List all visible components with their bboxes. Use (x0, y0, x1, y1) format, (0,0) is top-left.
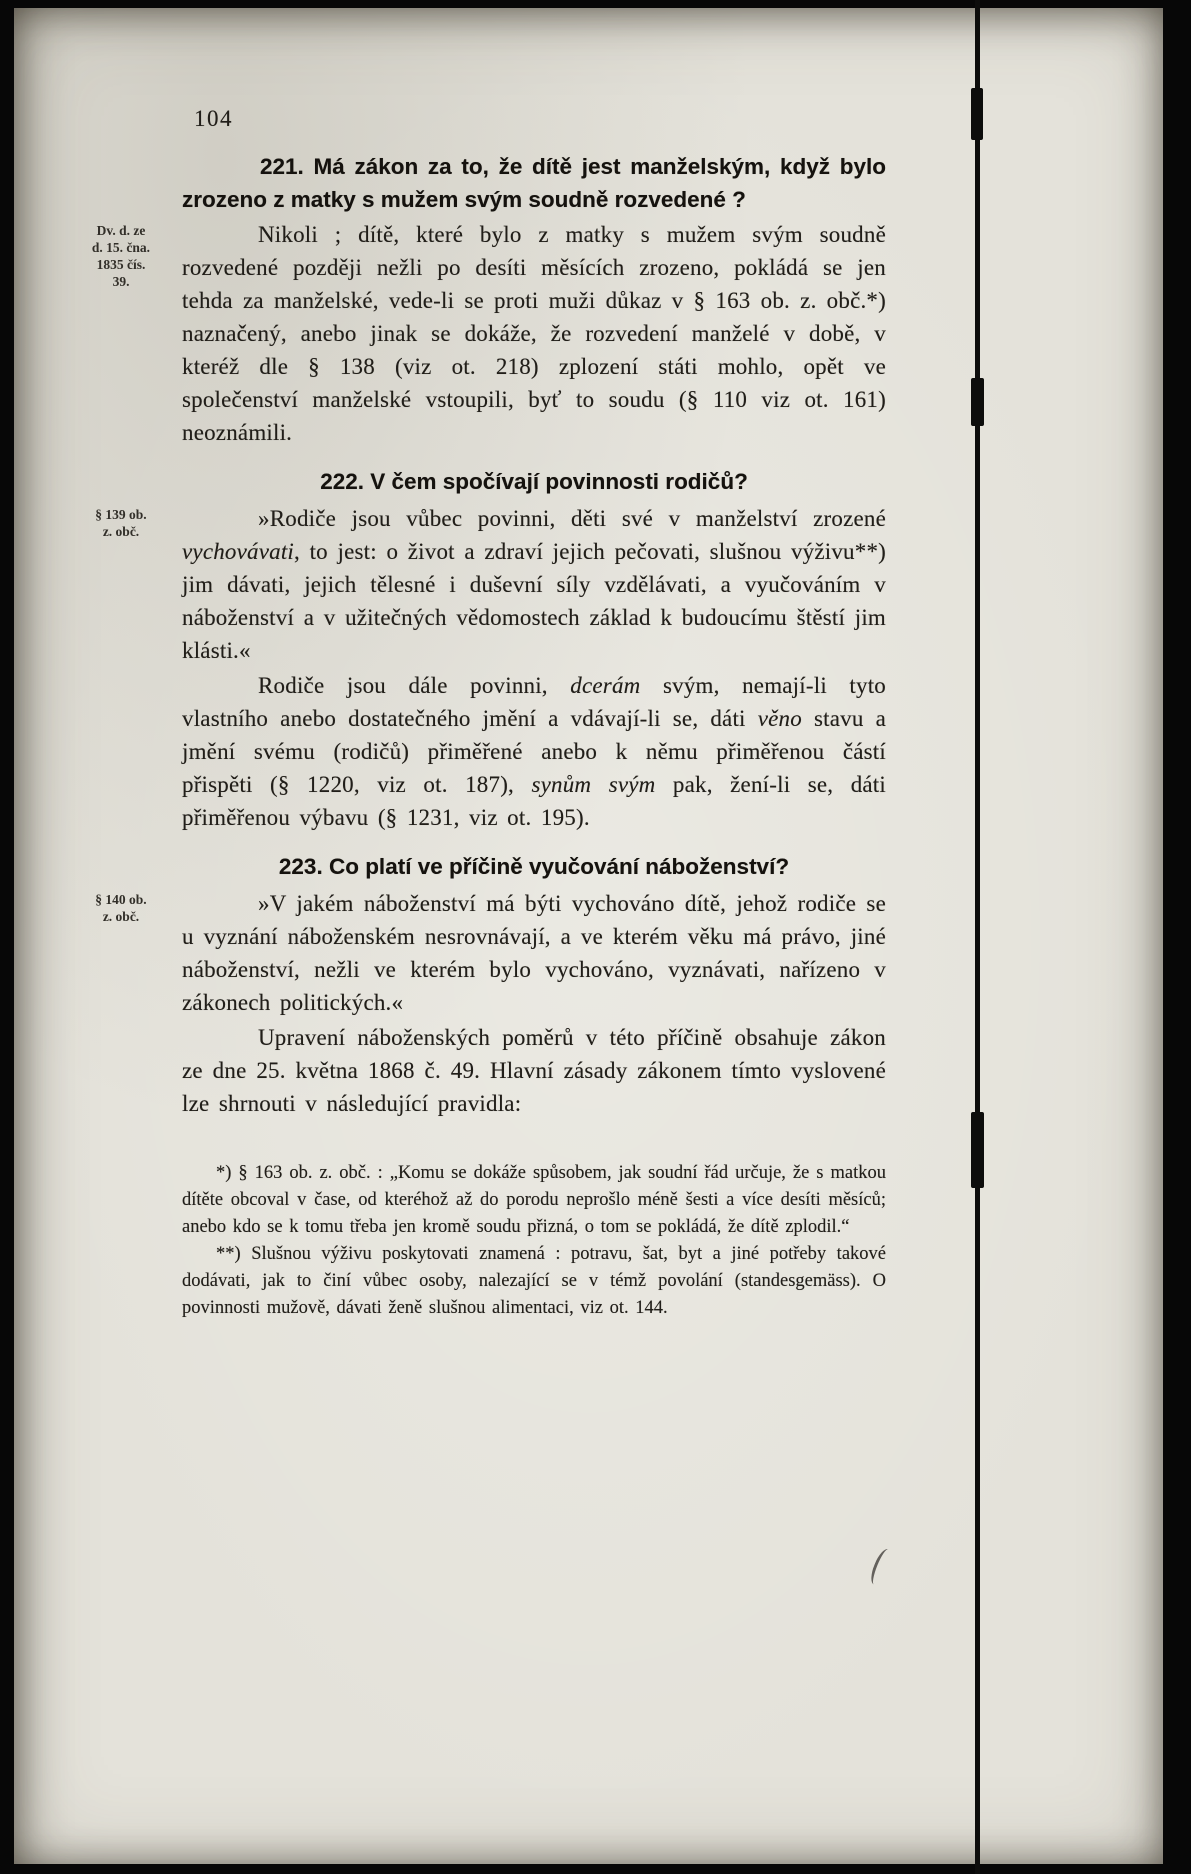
paragraph-duties-1 (182, 502, 886, 667)
italic-term: vychovávati (182, 539, 295, 564)
italic-term: dcerám (570, 673, 641, 698)
margin-note-line: d. 15. čna. (91, 240, 151, 255)
answer-block-223 (95, 887, 886, 1120)
question-heading-222: 222. V čem spočívají povinnosti rodičů? (320, 469, 748, 494)
question-heading-221: 221. Má zákon za to, že dítě jest manželským, když bylo zrozeno z matky s mužem svým soudně rozvedené ? (182, 154, 886, 212)
margin-note-decree (70, 222, 172, 290)
book-page (14, 8, 1163, 1864)
footnote-2: **) Slušnou výživu poskytovati znamená : potravu, šat, byt a jiné potřeby takové dodávati, jak to činí vůbec osoby, nalezající se v témž povolání (standesgemäss). O povinnosti mužově, dávati ženě slušnou alimentaci, viz ot. 144. (182, 1244, 886, 1318)
margin-note-line: 39. (112, 274, 130, 289)
footnotes-section (182, 1160, 886, 1322)
answer-block-221 (91, 218, 886, 449)
question-heading-223: 223. Co platí ve příčině vyučování náboženství? (278, 854, 790, 879)
paragraph-religion-1: »V jakém náboženství má býti vychováno dítě, jehož rodiče se u vyznání náboženském nesrovnávají, a ve kterém věku má právo, jiné náboženství, nežli ve kterém bylo vychováno, vyznávati, nařízeno v zákonech politických.« (182, 891, 886, 1015)
margin-note-line: § 139 ob. (95, 507, 147, 522)
margin-note-line: 1835 čís. (96, 257, 146, 272)
italic-term: synům svým (531, 772, 656, 797)
text-run: stavu a jmění svému (rodičů) přiměřené anebo k němu přiměřenou částí přispěti (§ 1220, viz ot. 187), (182, 706, 886, 797)
text-run: Rodiče jsou dále povinni, (258, 673, 571, 698)
margin-note-line: z. obč. (102, 909, 140, 924)
margin-note-line: Dv. d. ze (96, 223, 146, 238)
margin-note-section-139 (70, 506, 172, 540)
page-number: 104 (194, 106, 233, 131)
footnote-1: *) § 163 ob. z. obč. : „Komu se dokáže spůsobem, jak soudní řád určuje, že s matkou dítěte obcoval v čase, od kteréhož až do porodu neprošlo méně šesti a více desíti měsíců; anebo kdo se k tomu třeba jen kromě soudu přizná, o tom se pokládá, že dítě zplodil.“ (182, 1163, 886, 1237)
answer-block-222 (95, 502, 886, 834)
margin-note-line: § 140 ob. (95, 892, 147, 907)
text-run: pak, žení-li se, dáti přiměřenou výbavu (§ 1231, viz ot. 195). (182, 772, 886, 830)
paragraph-answer-221: Nikoli ; dítě, které bylo z matky s mužem svým soudně rozvedené později nežli po desíti měsících zrozeno, pokládá se jen tehda za manželské, vede-li se proti muži důkaz v § 163 ob. z. obč.*) naznačený, anebo jinak se dokáže, že rozvedení manželé v době, v kteréž dle § 138 (viz ot. 218) zplození státi mohlo, opět ve společenství manželské vstoupili, byť to soudu (§ 110 viz ot. 161) neoznámili. (182, 222, 886, 445)
text-run: svým, nemají-li tyto vlastního anebo dostatečného jmění a vdávají-li se, dáti (182, 673, 886, 731)
text-run: »Rodiče jsou vůbec povinni, děti své v manželství zrozené (258, 506, 886, 531)
scan-artifact (971, 88, 983, 140)
scan-binding-line (975, 0, 980, 1874)
paragraph-duties-2 (182, 669, 886, 834)
margin-note-section-140 (70, 891, 172, 925)
page-content (91, 8, 886, 1322)
margin-note-line: z. obč. (102, 524, 140, 539)
paragraph-religion-2: Upravení náboženských poměrů v této příčině obsahuje zákon ze dne 25. května 1868 č. 49. Hlavní zásady zákonem tímto vyslovené lze shrnouti v následující pravidla: (182, 1025, 886, 1116)
italic-term: věno (757, 706, 802, 731)
text-run: , to jest: o život a zdraví jejich pečovati, slušnou výživu**) jim dávati, jejich tělesné i duševní síly vzdělávati, a vyučováním v náboženství a v užitečných vědomostech základ k budoucímu štěstí jim klásti.« (182, 539, 886, 663)
